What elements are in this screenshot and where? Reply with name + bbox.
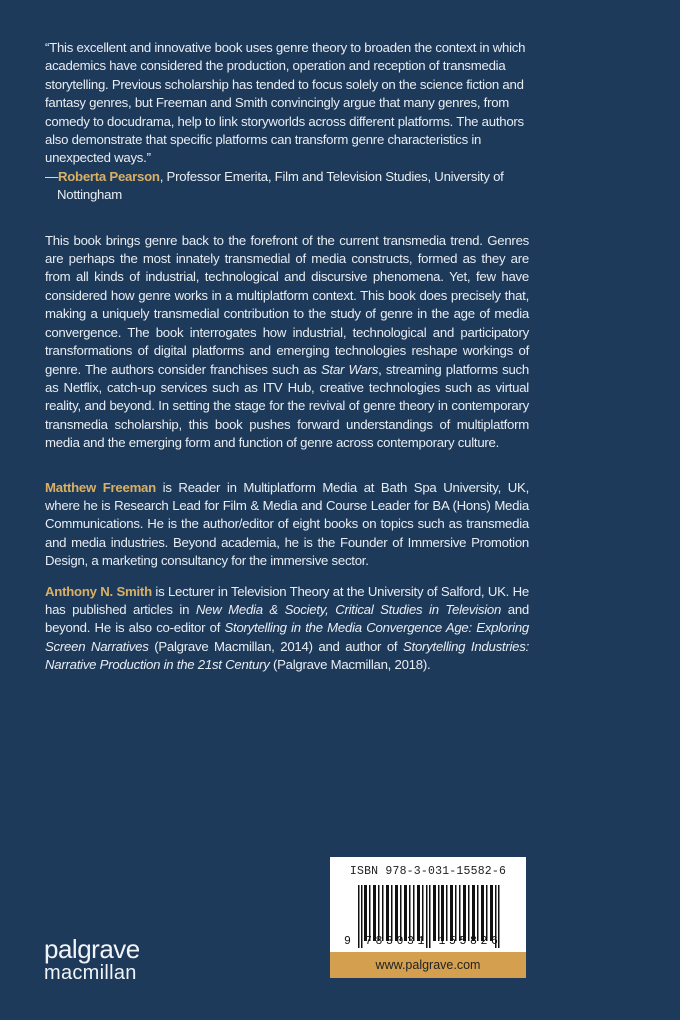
endorsement-quote: [45, 39, 529, 168]
barcode-digits: 9 783031 155826: [344, 935, 502, 948]
author-bio-freeman: [45, 479, 529, 571]
logo-line-1: palgrave: [44, 934, 140, 964]
bio-italic: Storytelling in the Media Convergence Age: Exploring Screen Narratives: [45, 620, 529, 654]
publisher-url: www.palgrave.com: [330, 952, 526, 978]
author-bio-smith: [45, 583, 529, 675]
dash: —: [45, 168, 58, 184]
author-name: Anthony N. Smith: [45, 583, 152, 599]
quote-author: Roberta Pearson: [57, 168, 160, 184]
quote-text: “This excellent and innovative book uses genre theory to broaden the context in which academics have considered the production, operation and reception of transmedia storytelling. Previous scholarship has tended to focus solely on the science fiction and fantasy genres, but Freeman and Smith convincingly argue that many genres, from comedy to docudrama, help to link storyworlds across different platforms. The authors also demonstrate that specific platforms can transform genre characteristics in unexpected ways.”: [45, 40, 526, 166]
bio-text: is Lecturer in Television Theory at the University of Salford, UK. He has published articles in: [45, 583, 529, 617]
isbn-barcode: [330, 857, 526, 978]
bio-text: and beyond. He is also co-editor of: [45, 601, 529, 636]
book-description: [45, 232, 529, 453]
isbn-label: ISBN 978-3-031-15582-6: [349, 865, 507, 878]
description-text-1: This book brings genre back to the forefront of the current transmedia trend. Genres are perhaps the most innately transmedial of media constructs, formed as they are from all kinds of industrial, technological and discursive phenomena. Yet, few have considered how genre works in a multiplatform context. This book does precisely that, making a uniquely transmedial contribution to the study of genre in the age of media convergence. The book interrogates how industrial, technological and participatory transformations of digital platforms and emerging technologies reshape workings of genre. The authors consider franchises such as: [45, 232, 529, 377]
bio-italic: New Media & Society, Critical Studies in Television: [195, 601, 502, 617]
author-bio-text: is Reader in Multiplatform Media at Bath Spa University, UK, where he is Research Lead for Film & Media and Course Leader for BA (Hons) Media Communications. He is the author/editor of eight books on topics such as transmedia and media industries. Beyond academia, he is the Founder of Immersive Promotion Design, a marketing consultancy for the immersive sector.: [45, 479, 529, 569]
palgrave-macmillan-logo: [44, 936, 140, 983]
description-text-2: , streaming platforms such as Netflix, catch-up services such as ITV Hub, creative technologies such as virtual reality, and beyond. In setting the stage for the revival of genre theory in contemporary transmedia scholarship, this book pushes forward understandings of multiplatform media and the emerging form and function of genre across contemporary culture.: [45, 361, 529, 451]
back-cover-text: [45, 39, 529, 675]
bio-italic: Storytelling Industries: Narrative Production in the 21st Century: [45, 638, 529, 673]
author-name: Matthew Freeman: [45, 479, 156, 495]
quote-attribution: [45, 168, 529, 205]
quote-affiliation: , Professor Emerita, Film and Television Studies, University of Nottingham: [57, 168, 504, 203]
bio-text: (Palgrave Macmillan, 2018).: [269, 657, 431, 673]
logo-line-2: macmillan: [44, 962, 137, 984]
description-italic-title: Star Wars: [321, 361, 379, 377]
bio-text: (Palgrave Macmillan, 2014) and author of: [148, 638, 404, 654]
